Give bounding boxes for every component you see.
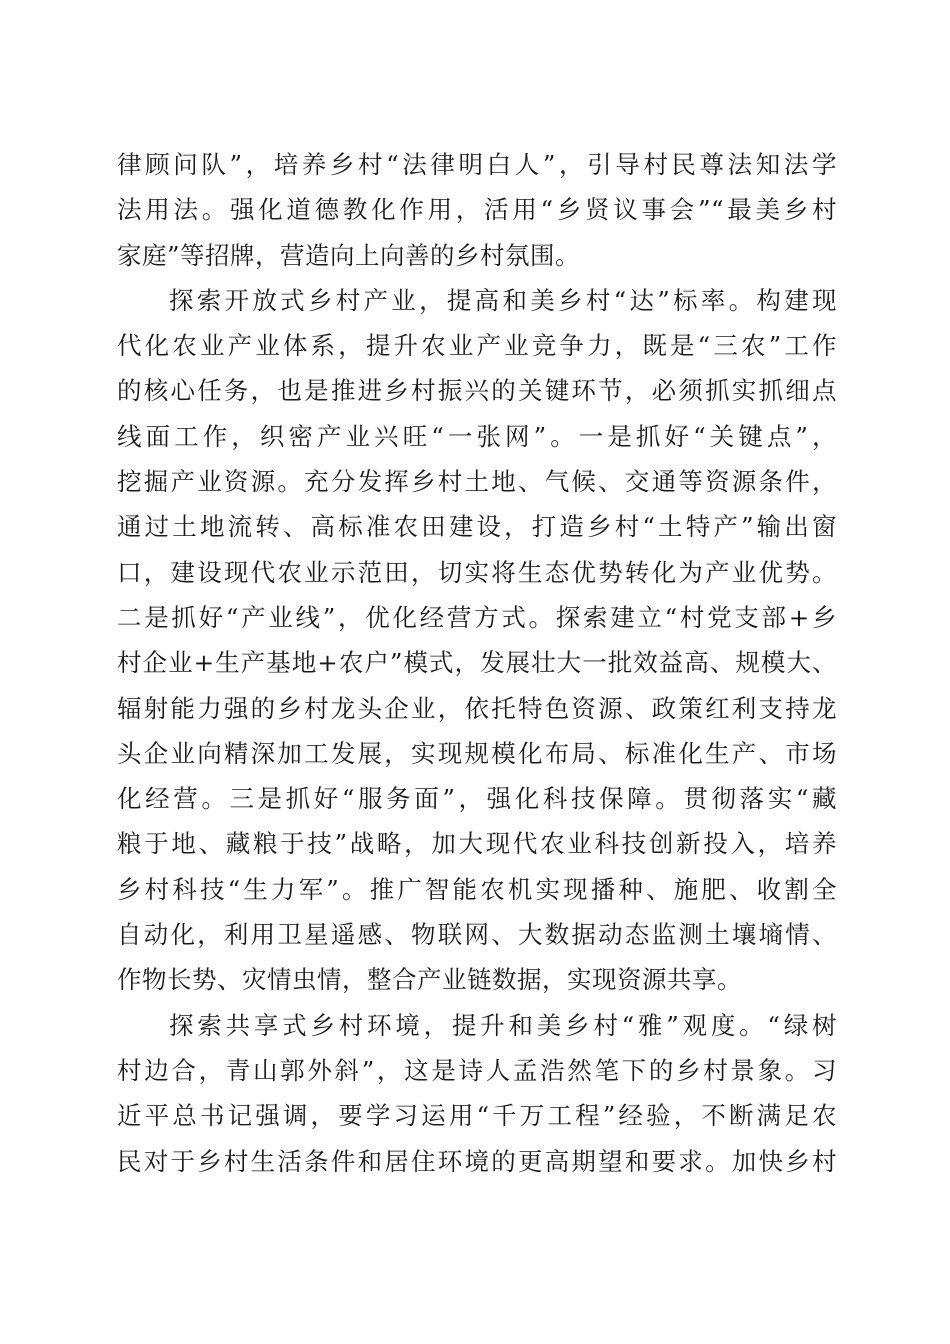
text-line: 家庭”等招牌，营造向上向善的乡村氛围。 bbox=[117, 240, 581, 270]
text-line: 村企业+生产基地+农户”模式，发展壮大一批效益高、规模大、 bbox=[117, 648, 837, 678]
text-line: 辐射能力强的乡村龙头企业，依托特色资源、政策红利支持龙 bbox=[117, 693, 837, 723]
text-line: 口，建设现代农业示范田，切实将生态优势转化为产业优势。 bbox=[117, 557, 837, 587]
text-line: 线面工作，织密产业兴旺“一张网”。一是抓好“关键点”， bbox=[117, 421, 837, 451]
text-line: 化经营。三是抓好“服务面”，强化科技保障。贯彻落实“藏 bbox=[117, 784, 837, 814]
text-line: 二是抓好“产业线”，优化经营方式。探索建立“村党支部+乡 bbox=[117, 602, 837, 632]
text-line: 自动化，利用卫星遥感、物联网、大数据动态监测土壤墒情、 bbox=[117, 920, 837, 950]
text-line: 乡村科技“生力军”。推广智能农机实现播种、施肥、收割全 bbox=[117, 874, 837, 904]
text-line: 村边合，青山郭外斜”，这是诗人孟浩然笔下的乡村景象。习 bbox=[117, 1055, 837, 1085]
text-line: 律顾问队”，培养乡村“法律明白人”，引导村民尊法知法学 bbox=[117, 150, 837, 179]
text-line: 粮于地、藏粮于技”战略，加大现代农业科技创新投入，培养 bbox=[117, 829, 837, 859]
text-line: 法用法。强化道德教化作用，活用“乡贤议事会”“最美乡村 bbox=[117, 195, 837, 225]
text-line: 探索共享式乡村环境，提升和美乡村“雅”观度。“绿树 bbox=[169, 1010, 837, 1040]
text-line: 头企业向精深加工发展，实现规模化布局、标准化生产、市场 bbox=[117, 738, 837, 768]
text-line: 近平总书记强调，要学习运用“千万工程”经验，不断满足农 bbox=[117, 1101, 837, 1131]
text-line: 代化农业产业体系，提升农业产业竞争力，既是“三农”工作 bbox=[117, 331, 837, 361]
text-line: 作物长势、灾情虫情，整合产业链数据，实现资源共享。 bbox=[117, 965, 742, 995]
body-text bbox=[117, 142, 837, 1184]
text-line: 挖掘产业资源。充分发挥乡村土地、气候、交通等资源条件， bbox=[117, 467, 837, 497]
text-line: 的核心任务，也是推进乡村振兴的关键环节，必须抓实抓细点 bbox=[117, 376, 837, 406]
text-line: 民对于乡村生活条件和居住环境的更高期望和要求。加快乡村 bbox=[117, 1146, 837, 1176]
text-line: 通过土地流转、高标准农田建设，打造乡村“土特产”输出窗 bbox=[117, 512, 837, 542]
text-line: 探索开放式乡村产业，提高和美乡村“达”标率。构建现 bbox=[169, 285, 837, 315]
